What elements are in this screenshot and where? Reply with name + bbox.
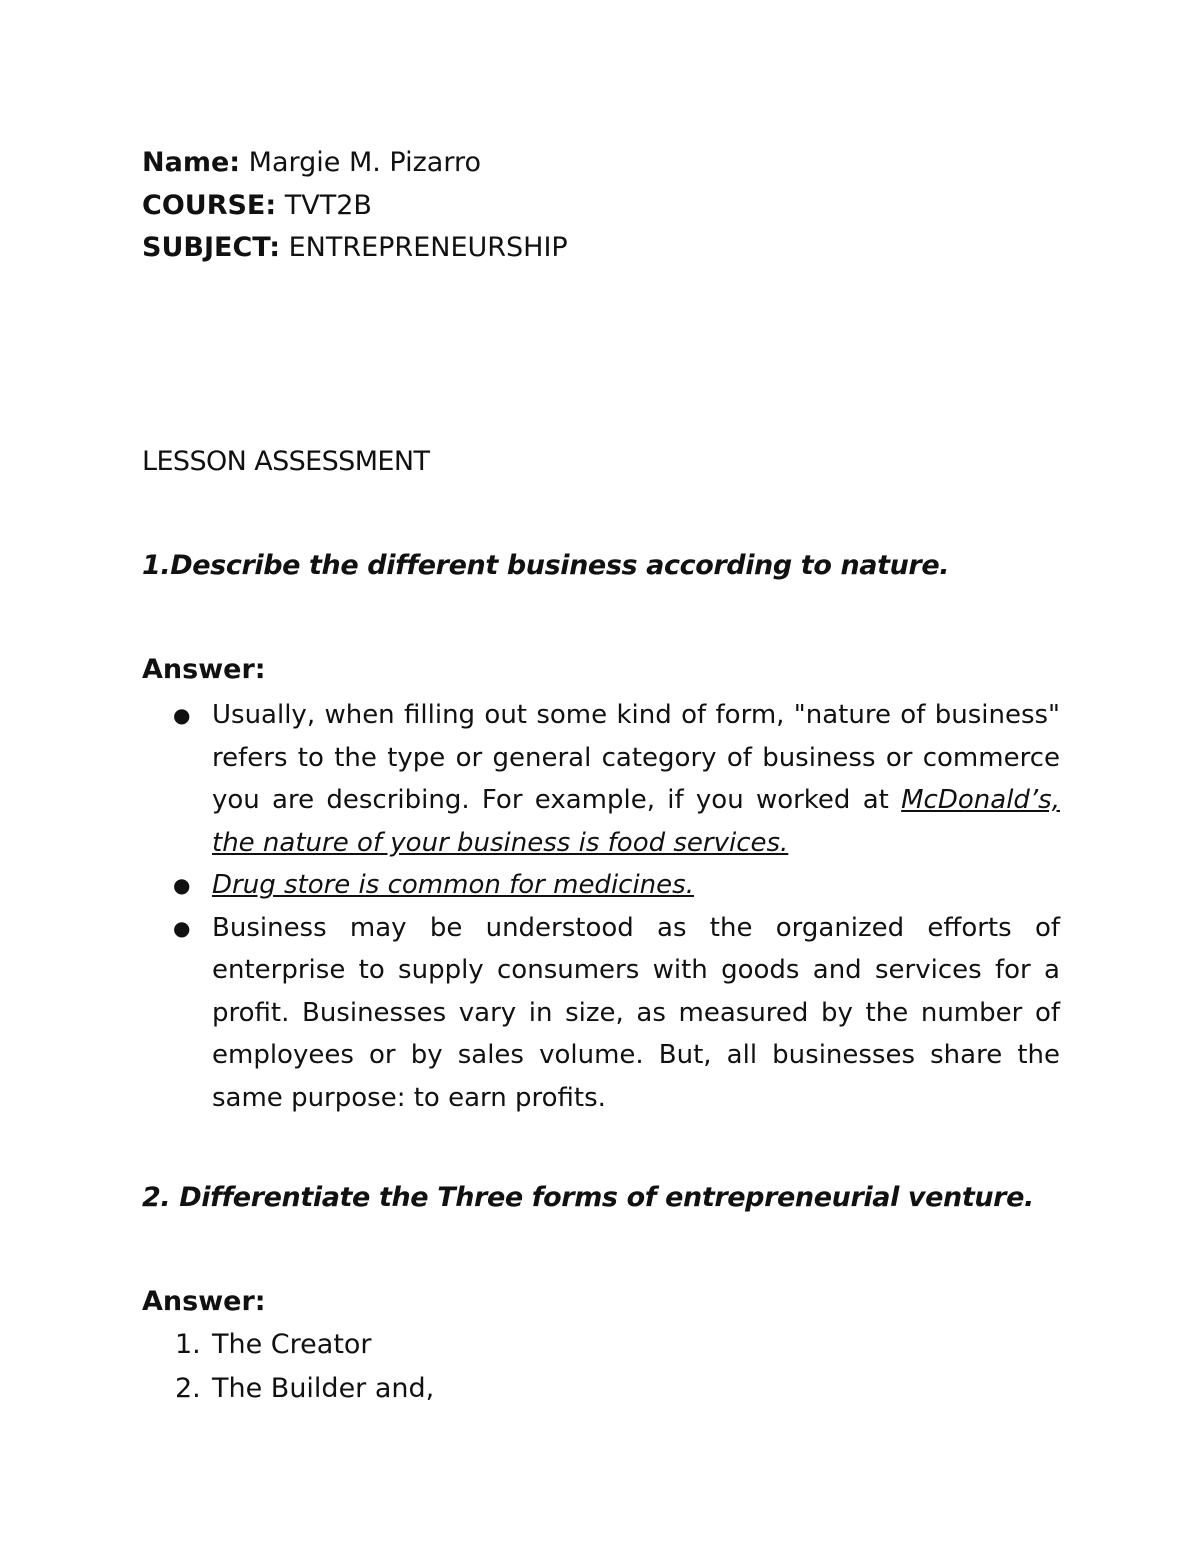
bullet-text: Business may be understood as the organized efforts of enterprise to supply consumers with goods and services for a profit. Businesses vary in size, as measured by the number of employees or by sales volume. But, all businesses share the same purpose: to earn profits. xyxy=(212,912,1060,1113)
name-value: Margie M. Pizarro xyxy=(240,147,481,178)
bullet-underlined-text: McDonald’s, the nature of your business is food services. xyxy=(212,785,1060,858)
course-value: TVT2B xyxy=(276,190,372,221)
course-label: COURSE: xyxy=(142,190,277,221)
bullet-icon: ● xyxy=(173,703,191,727)
list-item xyxy=(142,1367,434,1411)
list-number: 2. xyxy=(175,1373,201,1404)
list-number: 1. xyxy=(175,1329,201,1360)
list-text: The Creator xyxy=(212,1329,372,1360)
subject-line xyxy=(142,232,568,264)
name-line xyxy=(142,147,481,179)
bullet-item xyxy=(142,864,1060,907)
question-2: 2. Differentiate the Three forms of entrepreneurial venture. xyxy=(142,1182,1034,1213)
answer-2-label: Answer: xyxy=(142,1286,266,1317)
answer-2-list xyxy=(142,1323,434,1411)
bullet-item xyxy=(142,694,1060,864)
bullet-text: Usually, when filling out some kind of form, "nature of business" refers to the type or general category of business or commerce you are describing. For example, if you worked at xyxy=(212,700,1060,815)
answer-1-bullets xyxy=(142,694,1060,1119)
subject-label: SUBJECT: xyxy=(142,232,280,263)
section-title: LESSON ASSESSMENT xyxy=(142,446,430,477)
answer-1-label: Answer: xyxy=(142,654,266,685)
bullet-icon: ● xyxy=(173,873,191,897)
question-1: 1.Describe the different business according to nature. xyxy=(142,550,950,581)
subject-value: ENTREPRENEURSHIP xyxy=(280,232,568,263)
bullet-icon: ● xyxy=(173,915,191,940)
course-line xyxy=(142,190,372,222)
list-item xyxy=(142,1323,434,1367)
bullet-item xyxy=(142,907,1060,1120)
bullet-underlined-text: Drug store is common for medicines. xyxy=(212,870,694,900)
list-text: The Builder and, xyxy=(212,1373,435,1404)
name-label: Name: xyxy=(142,147,241,178)
